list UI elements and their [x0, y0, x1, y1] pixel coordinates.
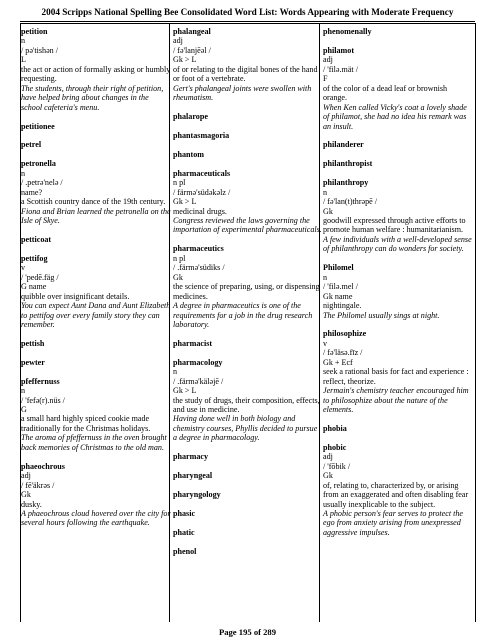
entry-word: phobic [323, 442, 347, 452]
entry-detail-line: L [21, 55, 26, 65]
word-column-3 [323, 27, 473, 547]
word-entry [21, 235, 171, 244]
entry-detail-line: n [323, 187, 328, 197]
entry-example-sentence: A phobic person's fear serves to protect the ego from anxiety arising from unexpressed aggressive impulses. [323, 508, 463, 537]
entry-word: petrel [21, 140, 42, 150]
entry-word: pharmacist [173, 338, 213, 348]
entry-word: petronella [21, 159, 56, 169]
word-entry [173, 244, 323, 329]
entry-word: phenol [173, 546, 197, 556]
entry-detail-line: / .petrə'nelə / [21, 178, 63, 188]
entry-word: pewter [21, 357, 45, 367]
entry-detail-line: of the color of a dead leaf or brownish orange. [323, 83, 448, 103]
entry-detail-line: the science of preparing, using, or dispensing medicines. [173, 282, 320, 301]
entry-example-sentence: Congress reviewed the laws governing the importation of experimental pharmaceuticals. [173, 216, 322, 235]
word-entry [173, 131, 323, 140]
entry-detail-line: adj [323, 55, 333, 65]
word-column-2 [173, 27, 323, 566]
entry-word: phenomenally [323, 27, 372, 36]
entry-example-sentence: A degree in pharmaceutics is one of the requirements for a job in the drug research laboratory. [173, 301, 313, 329]
entry-detail-line: n [21, 36, 26, 46]
word-entry [323, 27, 473, 36]
entry-example-sentence: Having done well in both biology and chemistry courses, Phyllis decided to pursue a degree in pharmacology. [173, 414, 318, 443]
entry-detail-line: n [21, 168, 26, 178]
entry-example-sentence: The aroma of pfeffernuss in the oven brought back memories of Christmas to the old man. [21, 433, 167, 452]
entry-detail-line: adj [21, 471, 31, 481]
entry-word: philanthropy [323, 178, 369, 188]
entry-word: phobia [323, 423, 347, 433]
entry-example-sentence: The students, through their right of petition, have helped bring about changes in the school cafeteria's menu. [21, 83, 164, 112]
word-entry [173, 547, 323, 556]
entry-word: pharmacy [173, 452, 209, 462]
entry-detail-line: adj [173, 36, 183, 46]
entry-detail-line: the study of drugs, their composition, effects, and use in medicine. [173, 395, 320, 415]
word-entry [21, 339, 171, 348]
entry-detail-line: Gk > L [173, 55, 197, 65]
entry-word: philanderer [323, 140, 364, 150]
entry-example-sentence: A phaeochrous cloud hovered over the city for several hours following the earthquake. [21, 508, 171, 528]
entry-detail-line: Gk [323, 471, 333, 481]
entry-word: philanthropist [323, 159, 373, 169]
entry-example-sentence: You can expect Aunt Dana and Aunt Elizabeth to pettifog over every family story they can remember. [21, 301, 171, 329]
word-entry [21, 27, 171, 112]
column-border-right [475, 23, 476, 622]
word-entry [173, 509, 323, 518]
entry-word: phalangeal [173, 27, 211, 36]
entry-detail-line: v [323, 338, 328, 348]
word-entry [173, 490, 323, 499]
entry-detail-line: G [21, 405, 27, 414]
entry-detail-line: F [323, 74, 328, 84]
entry-word: pharyngeal [173, 471, 213, 481]
entry-word: phalarope [173, 112, 208, 122]
entry-word: phatic [173, 527, 195, 537]
entry-detail-line: Gk > L [173, 197, 197, 207]
entry-detail-line: n [323, 272, 328, 282]
entry-detail-line: n [21, 386, 26, 396]
word-entry [173, 339, 323, 348]
entry-detail-line: Gk > L [173, 386, 197, 396]
word-entry [21, 462, 171, 528]
entry-detail-line: v [21, 263, 26, 273]
entry-word: Philomel [323, 263, 354, 273]
entry-word: pfeffernuss [21, 376, 60, 386]
word-entry [21, 358, 171, 367]
word-entry [323, 329, 473, 414]
entry-word: pettish [21, 338, 45, 348]
word-entry [173, 452, 323, 461]
entry-word: phaeochrous [21, 461, 65, 471]
entry-detail-line: / 'filə.mät / [323, 64, 358, 74]
entry-detail-line: / .färmə'südiks / [173, 263, 225, 273]
word-entry [21, 140, 171, 149]
entry-word: pharyngology [173, 490, 221, 500]
entry-word: phantom [173, 149, 205, 159]
entry-word: pharmaceuticals [173, 168, 231, 178]
word-entry [323, 424, 473, 433]
page-header: 2004 Scripps National Spelling Bee Consolidated Word List: Words Appearing with Moderate Frequency [41, 7, 454, 17]
word-entry [173, 169, 323, 235]
header-rule-double [20, 23, 475, 24]
word-entry [323, 159, 473, 168]
word-entry [173, 27, 323, 103]
entry-detail-line: of or relating to the digital bones of the hand or foot of a vertebrate. [173, 64, 318, 84]
entry-detail-line: G name [21, 282, 47, 292]
entry-example-sentence: Fiona and Brian learned the petronella on the Isle of Skye. [21, 206, 171, 226]
entry-detail-line: name? [21, 187, 43, 197]
page-footer: Page 195 of 289 [218, 627, 277, 637]
word-entry [323, 46, 473, 131]
word-entry [173, 358, 323, 443]
entry-detail-line: quibble over insignificant details. [21, 291, 130, 301]
entry-word: pettifog [21, 253, 48, 263]
entry-example-sentence: Gert's phalangeal joints were swollen with rheumatism. [173, 83, 312, 103]
word-entry [21, 159, 171, 225]
entry-detail-line: Gk [323, 206, 333, 216]
word-entry [323, 443, 473, 538]
entry-detail-line: of, relating to, characterized by, or arising from an exaggerated and often disabling fear usually inexplicable to the subject. [323, 480, 469, 509]
word-entry [323, 178, 473, 254]
entry-detail-line: / pə'tishən / [21, 45, 58, 55]
entry-detail-line: / 'filə.mel / [323, 282, 358, 292]
entry-detail-line: medicinal drugs. [173, 206, 227, 216]
word-entry [173, 112, 323, 121]
word-entry [173, 471, 323, 480]
entry-detail-line: adj [323, 452, 333, 462]
entry-detail-line: / 'fefə(r).nüs / [21, 395, 65, 405]
entry-word: philamot [323, 45, 355, 55]
entry-detail-line: a Scottish country dance of the 19th century. [21, 197, 166, 207]
entry-word: petticoat [21, 234, 52, 244]
entry-detail-line: / fə'lan(t)thrəpē / [323, 197, 378, 207]
header-rule [20, 21, 475, 22]
entry-detail-line: n pl [173, 178, 186, 188]
entry-word: phantasmagoria [173, 130, 230, 140]
entry-detail-line: / .färmə'käləjē / [173, 376, 224, 386]
entry-example-sentence: When Ken called Vicky's coat a lovely shade of philamot, she had no idea his remark was an insult. [323, 102, 467, 131]
entry-word: pharmacology [173, 357, 223, 367]
entry-word: pharmaceutics [173, 244, 224, 254]
word-entry [21, 377, 171, 453]
entry-example-sentence: A few individuals with a well-developed sense of philanthropy can do wonders for society. [323, 234, 472, 254]
entry-detail-line: n pl [173, 253, 186, 263]
entry-word: petition [21, 27, 48, 36]
entry-example-sentence: The Philomel usually sings at night. [323, 310, 440, 320]
entry-detail-line: seek a rational basis for fact and experience : reflect, theorize. [323, 367, 469, 386]
entry-detail-line: / fə'lanjēəl / [173, 45, 211, 55]
entry-detail-line: Gk + Ecf [323, 357, 353, 367]
entry-detail-line: goodwill expressed through active efforts to promote human welfare : humanitarianism. [323, 216, 466, 235]
word-entry [21, 122, 171, 131]
entry-detail-line: / 'fōbik / [323, 461, 351, 471]
entry-detail-line: n [173, 367, 178, 377]
entry-example-sentence: Jermain's chemistry teacher encouraged him to philosophize about the nature of the elements. [323, 386, 469, 415]
word-entry [173, 150, 323, 159]
word-entry [21, 254, 171, 330]
entry-detail-line: nightingale. [323, 301, 362, 311]
entry-detail-line: Gk name [323, 291, 353, 301]
entry-detail-line: / fə'läsə.fīz / [323, 348, 363, 358]
word-entry [323, 140, 473, 149]
entry-detail-line: the act or action of formally asking or humbly requesting. [21, 64, 171, 84]
word-column-1 [21, 27, 171, 537]
entry-word: philosophize [323, 329, 367, 339]
entry-word: petitionee [21, 121, 55, 131]
entry-detail-line: / 'pedē.fäg / [21, 272, 59, 282]
entry-detail-line: Gk [21, 490, 31, 500]
entry-detail-line: Gk [173, 272, 183, 282]
word-entry [323, 263, 473, 320]
entry-word: phasic [173, 508, 196, 518]
entry-detail-line: a small hard highly spiced cookie made traditionally for the Christmas holidays. [21, 414, 151, 433]
entry-detail-line: dusky. [21, 499, 42, 509]
word-entry [173, 528, 323, 537]
entry-detail-line: / färmə'südəkəlz / [173, 187, 231, 197]
entry-detail-line: / fē'äkrəs / [21, 480, 55, 490]
